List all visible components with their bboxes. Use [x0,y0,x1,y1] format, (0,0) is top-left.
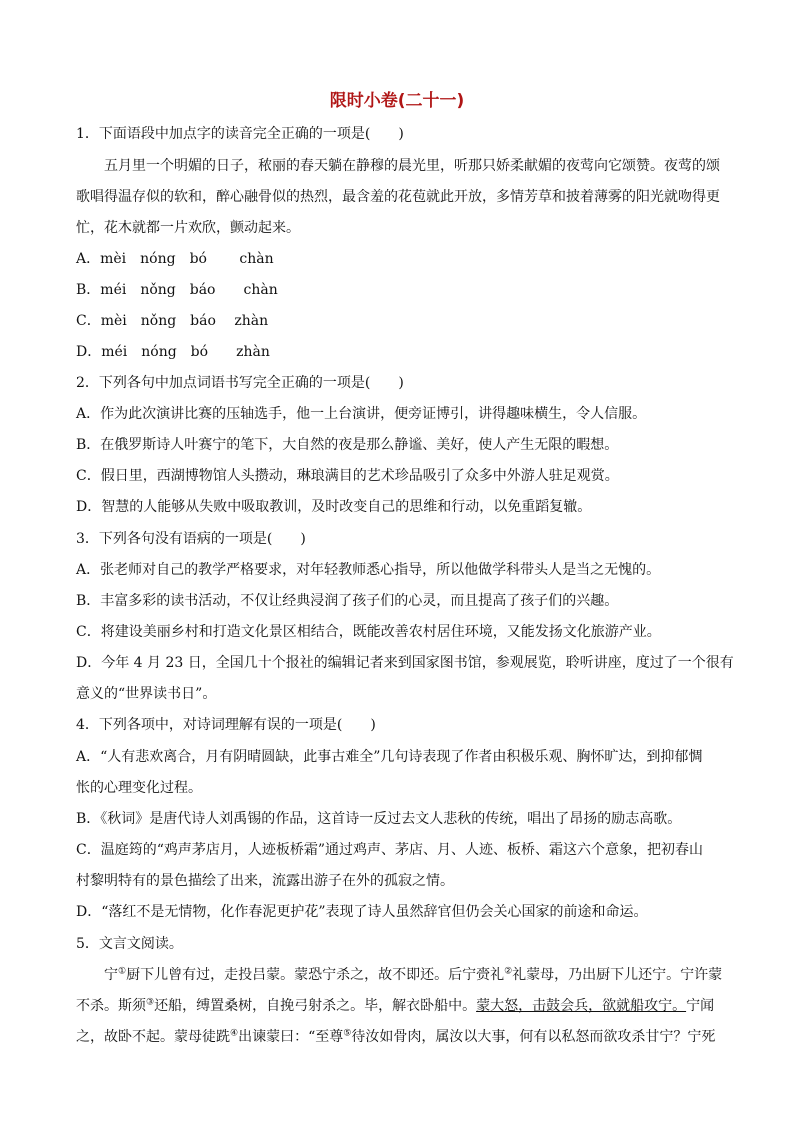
q5-passage-line [76,1027,715,1047]
passage-text: 不杀。斯须 [76,998,146,1014]
passage-text: 宁闻 [686,998,715,1014]
q2-option-d: D．智慧的人能够从失败中吸取教训，及时改变自己的思维和行动，以免重蹈复辙。 [76,499,592,515]
q1-option-c: C．mèi nǒng báo zhàn [76,313,269,329]
footnote-marker: ② [504,966,513,977]
footnote-marker: ③ [146,997,155,1008]
footnote-marker: ④ [230,1028,239,1039]
q2-option-a: A．作为此次演讲比赛的压轴选手，他一上台演讲，便旁证博引，讲得趣味横生，令人信服。 [76,406,647,422]
q4-stem: 4．下列各项中，对诗词理解有误的一项是( ) [76,717,376,733]
q2-option-c: C．假日里，西湖博物馆人头攒动，琳琅满目的艺术珍品吸引了众多中外游人驻足观赏。 [76,468,619,484]
q4-option-a-cont: 怅的心理变化过程。 [76,780,202,796]
passage-text: 厨下儿曾有过，走投吕蒙。蒙恐宁杀之，故不即还。后宁赍礼 [126,967,505,983]
passage-text: 待汝如骨肉，属汝以大事，何有以私怒而欲攻杀甘宁？宁死 [351,1029,716,1045]
q3-option-a: A．张老师对自己的教学严格要求，对年轻教师悉心指导，所以他做学科带头人是当之无愧的。 [76,562,661,578]
q4-option-b: B．《秋词》是唐代诗人刘禹锡的作品，这首诗一反过去文人悲秋的传统，唱出了昂扬的励志高歌。 [76,811,682,827]
q5-passage-line [104,965,722,985]
q1-option-b: B．méi nǒng báo chàn [76,282,278,298]
q5-stem: 5．文言文阅读。 [76,936,183,952]
q3-option-b: B．丰富多彩的读书活动，不仅让经典浸润了孩子们的心灵，而且提高了孩子们的兴趣。 [76,593,619,609]
q3-option-d: D．今年 4 月 23 日，全国几十个报社的编辑记者来到国家图书馆，参观展览，聆听讲座，度过了一个很有 [76,655,734,671]
page-title: 限时小卷(二十一) [329,91,465,111]
q4-option-c: C．温庭筠的“鸡声茅店月，人迹板桥霜”通过鸡声、茅店、月、人迹、板桥、霜这六个意象，把初春山 [76,842,704,858]
passage-text: 还船，缚置桑树，自挽弓射杀之。毕，解衣卧船中。 [154,998,477,1014]
passage-text: 出谏蒙曰：“至尊 [238,1029,344,1045]
footnote-marker: ⑤ [343,1028,352,1039]
q3-option-d-cont: 意义的“世界读书日”。 [76,686,217,702]
passage-text: 之，故卧不起。蒙母徒跣 [76,1029,230,1045]
q4-option-a: A．“人有悲欢离合，月有阴晴圆缺，此事古难全”几句诗表现了作者由积极乐观、胸怀旷达，到抑郁惆 [76,749,703,765]
q4-option-c-cont: 村黎明特有的景色描绘了出来，流露出游子在外的孤寂之情。 [76,873,454,889]
q1-option-a: A．mèi nóng bó chàn [76,251,274,267]
q3-stem: 3．下列各句没有语病的一项是( ) [76,531,306,547]
q2-stem: 2．下列各句中加点词语书写完全正确的一项是( ) [76,375,404,391]
q2-option-b: B．在俄罗斯诗人叶赛宁的笔下，大自然的夜是那么静谧、美好，使人产生无限的暇想。 [76,437,619,453]
q1-passage-line: 歌唱得温存似的软和，醉心融骨似的热烈，最含羞的花苞就此开放，多情芳草和披着薄雾的阳光就吻得更 [76,189,720,205]
passage-text: 礼蒙母，乃出厨下儿还宁。宁许蒙 [512,967,723,983]
underlined-sentence: 蒙大怒，击鼓会兵，欲就船攻宁。 [476,998,687,1014]
q4-option-d: D．“落红不是无情物，化作春泥更护花”表现了诗人虽然辞官但仍会关心国家的前途和命运。 [76,904,648,920]
passage-text: 宁 [104,967,118,983]
q3-option-c: C．将建设美丽乡村和打造文化景区相结合，既能改善农村居住环境，又能发扬文化旅游产业。 [76,624,661,640]
q1-passage-line: 忙，花木就都一片欢欣，颤动起来。 [76,220,300,236]
q1-option-d: D．méi nóng bó zhàn [76,344,270,360]
q1-stem: 1．下面语段中加点字的读音完全正确的一项是( ) [76,126,404,142]
footnote-marker: ① [118,966,127,977]
q5-passage-line [76,996,714,1016]
q1-passage-line: 五月里一个明媚的日子，秾丽的春天躺在静穆的晨光里，听那只娇柔献媚的夜莺向它颂赞。夜莺的颂 [104,158,720,174]
